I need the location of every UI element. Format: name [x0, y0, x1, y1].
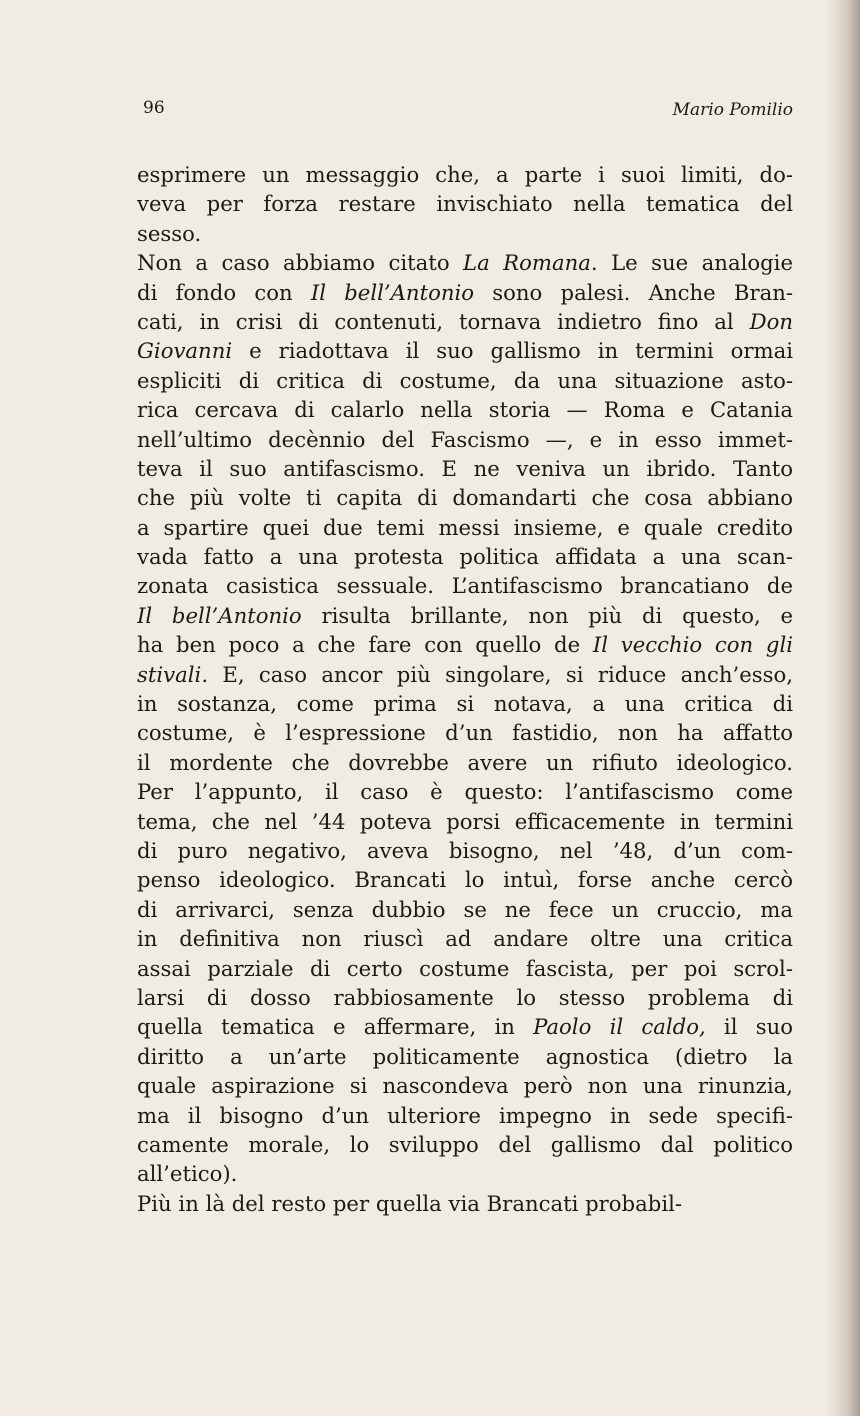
text-line: [137, 1189, 793, 1218]
text-line: [137, 924, 793, 953]
text-run: che più volte ti capita di domandarti che cosa abbiano: [137, 485, 793, 511]
text-run: larsi di dosso rabbiosamente lo stesso problema di: [137, 984, 793, 1010]
italic-title: Il bell’Antonio: [310, 279, 475, 305]
text-line: [137, 160, 793, 189]
text-run: penso ideologico. Brancati lo intuì, forse anche cercò: [137, 867, 793, 893]
text-run: Non a caso abbiamo citato: [137, 250, 464, 276]
text-run: teva il suo antifascismo. E ne veniva un ibrido. Tanto: [137, 455, 793, 481]
text-line: [137, 542, 793, 571]
text-run: in definitiva non riuscì ad andare oltre una critica: [137, 926, 793, 952]
italic-title: Giovanni: [137, 338, 233, 364]
text-line: [137, 983, 793, 1012]
text-run: sono palesi. Anche Bran-: [474, 279, 793, 305]
text-line: [137, 219, 793, 248]
text-run: vada fatto a una protesta politica affidata a una scan-: [137, 544, 793, 570]
text-run: sesso.: [137, 220, 202, 246]
text-line: [137, 425, 793, 454]
text-line: [137, 954, 793, 983]
text-run: il mordente che dovrebbe avere un rifiuto ideologico.: [137, 749, 793, 775]
italic-title: Paolo il caldo,: [533, 1014, 706, 1040]
text-run: rica cercava di calarlo nella storia — Roma e Catania: [137, 397, 793, 423]
text-run: quella tematica e affermare, in: [137, 1014, 534, 1040]
text-run: di arrivarci, senza dubbio se ne fece un cruccio, ma: [137, 896, 793, 922]
body-text: [137, 160, 793, 1218]
text-run: nell’ultimo decènnio del Fascismo —, e in esso immet-: [137, 426, 793, 452]
text-line: [137, 1042, 793, 1071]
text-line: [137, 865, 793, 894]
text-run: Più in là del resto per quella via Brancati probabil-: [137, 1190, 683, 1216]
text-run: di puro negativo, aveva bisogno, nel ’48, d’un com-: [137, 837, 793, 863]
text-line: [137, 1130, 793, 1159]
text-line: [137, 395, 793, 424]
text-line: [137, 366, 793, 395]
text-line: [137, 718, 793, 747]
text-run: ha ben poco a che fare con quello de: [137, 632, 593, 658]
text-line: [137, 777, 793, 806]
text-run: in sostanza, come prima si notava, a una critica di: [137, 691, 793, 717]
italic-title: Il bell’Antonio: [137, 602, 302, 628]
text-line: [137, 336, 793, 365]
text-line: [137, 807, 793, 836]
text-run: tema, che nel ’44 poteva porsi efficacemente in termini: [137, 808, 793, 834]
running-title: Mario Pomilio: [672, 100, 793, 120]
text-line: [137, 571, 793, 600]
text-run: costume, è l’espressione d’un fastidio, non ha affatto: [137, 720, 793, 746]
text-run: all’etico).: [137, 1161, 238, 1187]
page-edge-shadow: [826, 0, 860, 1416]
italic-title: Don: [749, 308, 793, 334]
text-line: [137, 660, 793, 689]
italic-title: stivali: [137, 661, 202, 687]
text-run: . Le sue analogie: [590, 250, 793, 276]
text-run: camente morale, lo sviluppo del gallismo dal politico: [137, 1131, 793, 1157]
text-run: risulta brillante, non più di questo, e: [301, 602, 793, 628]
text-line: [137, 1012, 793, 1041]
text-line: [137, 836, 793, 865]
text-run: zonata casistica sessuale. L’antifascismo brancatiano de: [137, 573, 793, 599]
text-run: espliciti di critica di costume, da una situazione asto-: [137, 367, 793, 393]
text-run: assai parziale di certo costume fascista, per poi scrol-: [137, 955, 793, 981]
text-line: [137, 278, 793, 307]
page-header: [143, 98, 793, 128]
text-run: di fondo con: [137, 279, 311, 305]
text-run: e riadottava il suo gallismo in termini ormai: [232, 338, 793, 364]
text-run: a spartire quei due temi messi insieme, e quale credito: [137, 514, 793, 540]
text-line: [137, 454, 793, 483]
text-line: [137, 1071, 793, 1100]
text-line: [137, 248, 793, 277]
text-line: [137, 630, 793, 659]
italic-title: Il vecchio con gli: [592, 632, 793, 658]
text-run: diritto a un’arte politicamente agnostica (dietro la: [137, 1043, 793, 1069]
text-line: [137, 748, 793, 777]
text-run: esprimere un messaggio che, a parte i suoi limiti, do-: [137, 162, 793, 187]
text-run: Per l’appunto, il caso è questo: l’antifascismo come: [137, 779, 793, 805]
text-line: [137, 1101, 793, 1130]
text-line: [137, 1159, 793, 1188]
text-line: [137, 513, 793, 542]
text-run: veva per forza restare invischiato nella tematica del: [137, 191, 793, 217]
page-number: 96: [143, 98, 165, 118]
text-run: . E, caso ancor più singolare, si riduce anch’esso,: [201, 661, 793, 687]
text-line: [137, 483, 793, 512]
italic-title: La Romana: [463, 250, 591, 276]
text-line: [137, 189, 793, 218]
text-run: il suo: [705, 1014, 793, 1040]
text-line: [137, 601, 793, 630]
text-line: [137, 689, 793, 718]
text-line: [137, 307, 793, 336]
text-line: [137, 895, 793, 924]
text-run: ma il bisogno d’un ulteriore impegno in sede specifi-: [137, 1102, 793, 1128]
text-run: quale aspirazione si nascondeva però non una rinunzia,: [137, 1073, 793, 1099]
text-run: cati, in crisi di contenuti, tornava indietro fino al: [137, 308, 750, 334]
